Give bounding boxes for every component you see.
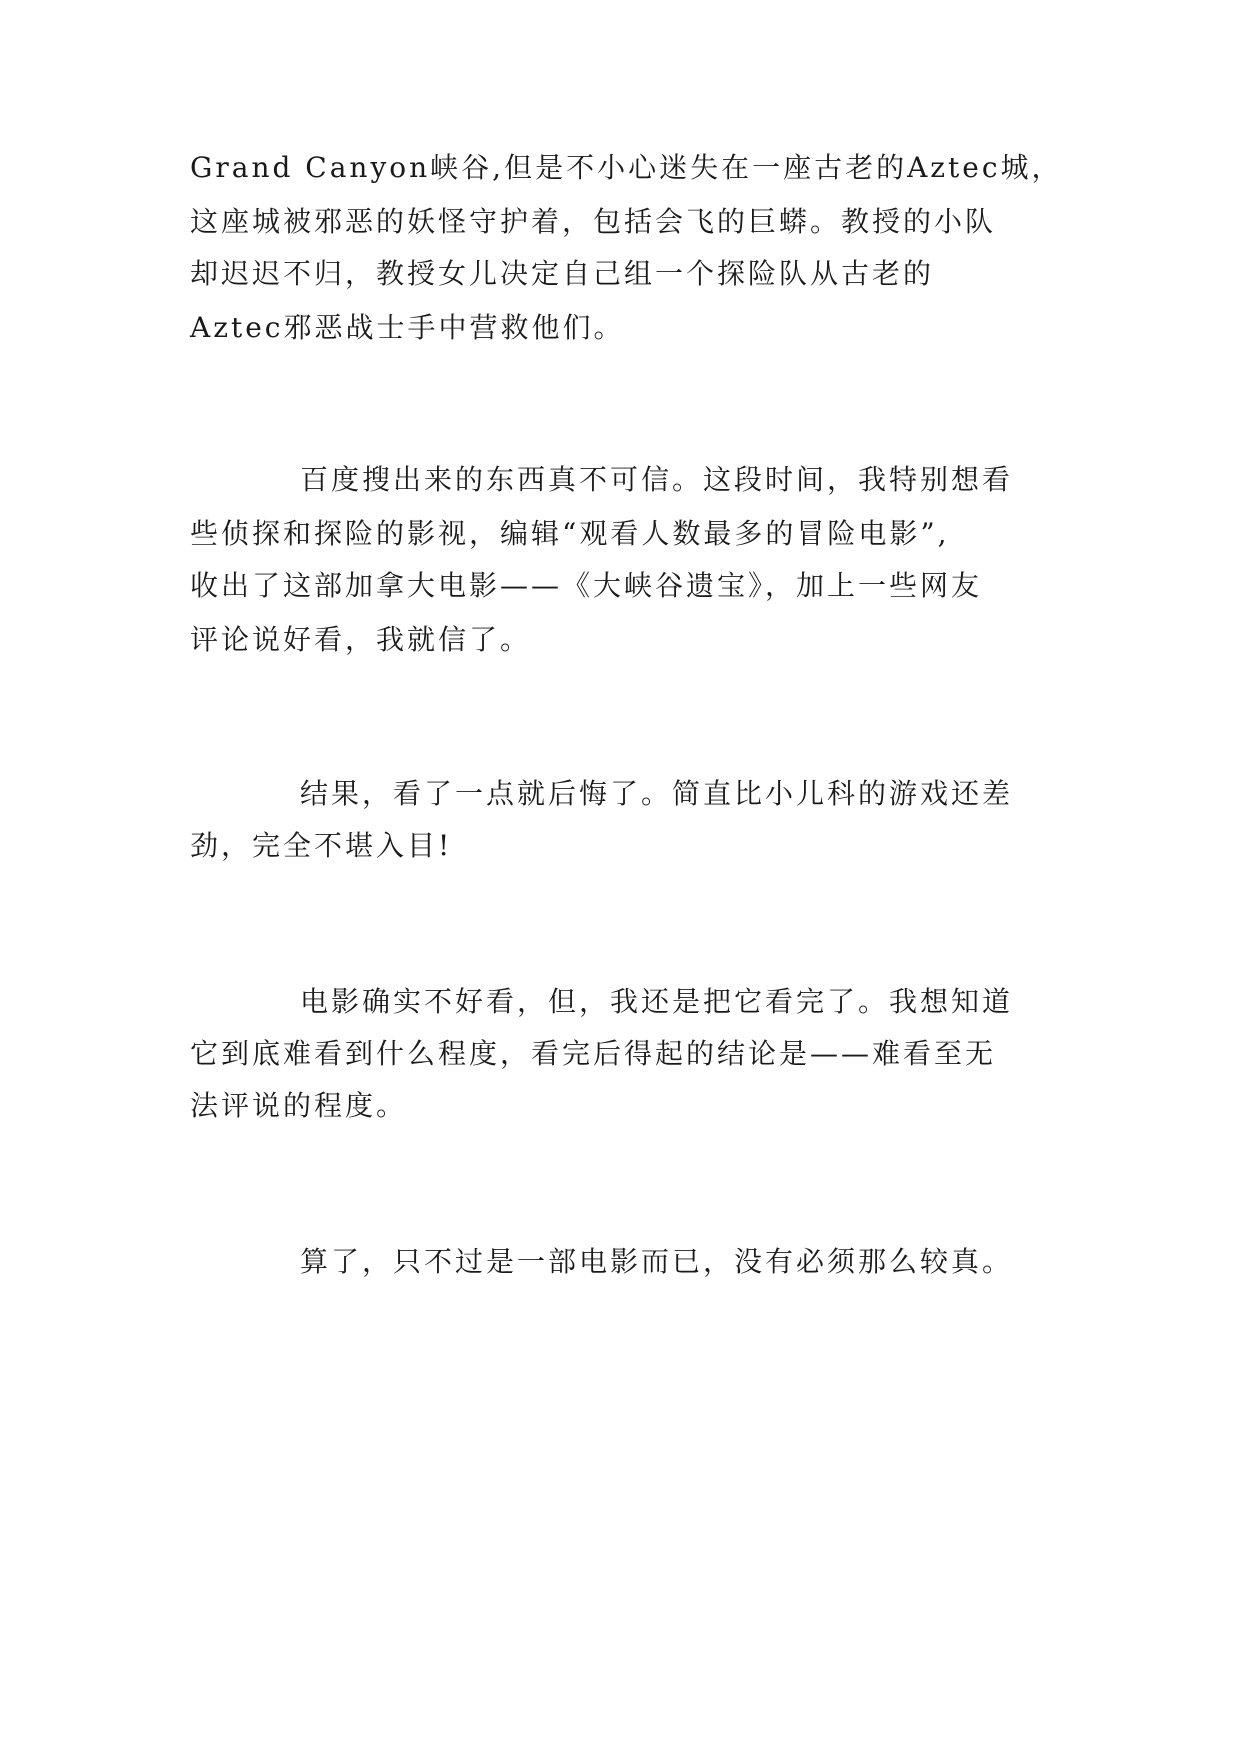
paragraph-1-line-2: 这座城被邪恶的妖怪守护着，包括会飞的巨蟒。教授的小队 [190,205,997,238]
paragraph-3-line-2: 劲，完全不堪入目! [190,829,453,862]
paragraph-4-line-2: 它到底难看到什么程度，看完后得起的结论是——难看至无 [190,1037,997,1070]
paragraph-2-line-3: 收出了这部加拿大电影——《大峡谷遗宝》，加上一些网友 [190,569,983,602]
paragraph-2-line-1: 百度搜出来的东西真不可信。这段时间，我特别想看 [300,463,1014,496]
paragraph-2-line-4: 评论说好看，我就信了。 [190,623,532,656]
paragraph-3-line-1: 结果，看了一点就后悔了。简直比小儿科的游戏还差 [300,777,1014,810]
paragraph-4-line-1: 电影确实不好看，但，我还是把它看完了。我想知道 [300,985,1014,1018]
paragraph-1-line-1: Grand Canyon峡谷,但是不小心迷失在一座古老的Aztec城， [190,151,1063,184]
paragraph-4-line-3: 法评说的程度。 [190,1089,408,1122]
paragraph-2-line-2: 些侦探和探险的影视，编辑“观看人数最多的冒险电影”, [190,517,950,550]
paragraph-1-line-3: 却迟迟不归，教授女儿决定自己组一个探险队从古老的 [190,257,935,290]
paragraph-1-line-4: Aztec邪恶战士手中营救他们。 [190,311,625,344]
paragraph-5-line-1: 算了，只不过是一部电影而已，没有必须那么较真。 [300,1245,1014,1278]
